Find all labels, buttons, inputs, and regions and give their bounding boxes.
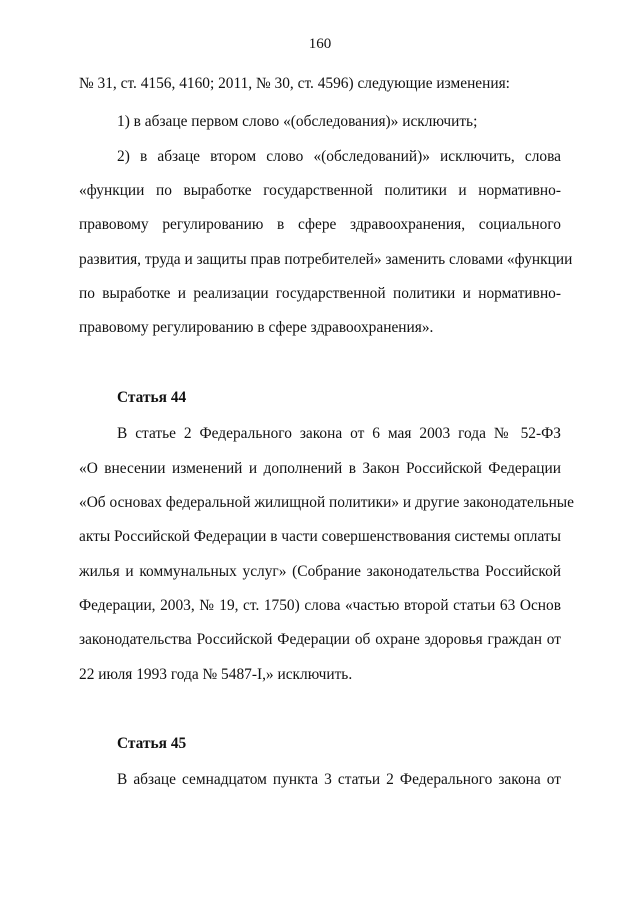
article-heading: Статья 44	[117, 389, 187, 406]
text-line: Федерации, 2003, № 19, ст. 1750) слова «частью второй статьи 63 Основ	[79, 597, 561, 614]
text-line: «функции по выработке государственной политики и нормативно-	[79, 182, 561, 199]
text-line: «О внесении изменений и дополнений в Закон Российской Федерации	[79, 460, 561, 477]
text-line: развития, труда и защиты прав потребителей» заменить словами «функции	[79, 251, 573, 268]
text-line: № 31, ст. 4156, 4160; 2011, № 30, ст. 4596) следующие изменения:	[79, 75, 510, 92]
text-line: В абзаце семнадцатом пункта 3 статьи 2 Федерального закона от	[117, 771, 561, 788]
text-line: 1) в абзаце первом слово «(обследования)» исключить;	[117, 113, 478, 130]
article-heading: Статья 45	[117, 735, 187, 752]
text-line: по выработке и реализации государственной политики и нормативно-	[79, 285, 561, 302]
text-line: правовому регулированию в сфере здравоохранения, социального	[79, 216, 561, 233]
text-line: жилья и коммунальных услуг» (Собрание законодательства Российской	[79, 563, 561, 580]
text-line: акты Российской Федерации в части совершенствования системы оплаты	[79, 528, 561, 545]
text-line: правовому регулированию в сфере здравоохранения».	[79, 319, 434, 336]
page-number: 160	[308, 36, 332, 52]
text-line: «Об основах федеральной жилищной политики» и другие законодательные	[79, 494, 574, 511]
text-line: 2) в абзаце втором слово «(обследований)» исключить, слова	[117, 148, 561, 165]
text-line: В статье 2 Федерального закона от 6 мая 2003 года № 52-ФЗ	[117, 425, 561, 442]
text-line: законодательства Российской Федерации об охране здоровья граждан от	[79, 631, 561, 648]
text-line: 22 июля 1993 года № 5487-I,» исключить.	[79, 666, 353, 683]
